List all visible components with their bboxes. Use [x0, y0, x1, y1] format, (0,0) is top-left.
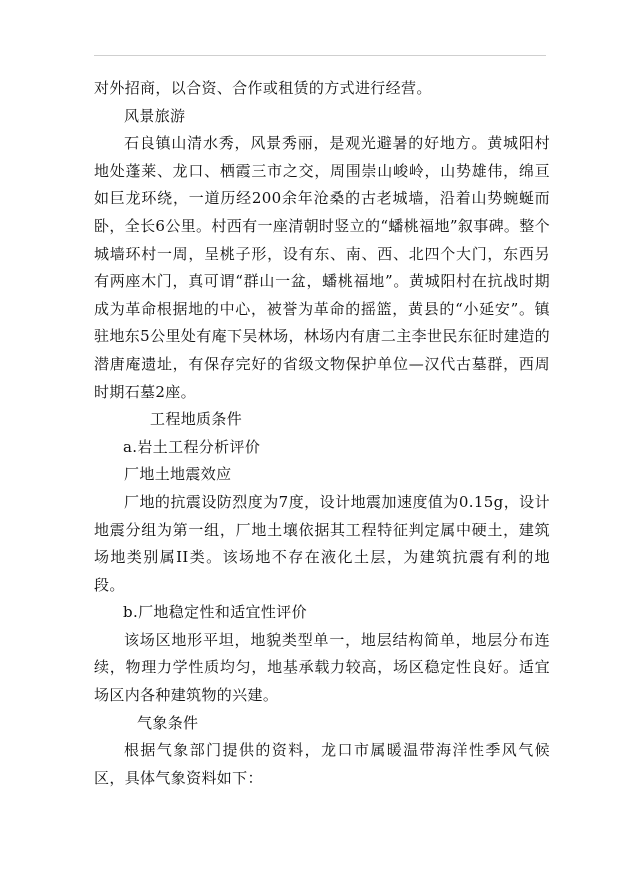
document-body	[94, 75, 550, 792]
page-header-rule	[94, 55, 546, 56]
heading-geotechnical-analysis: a.岩土工程分析评价	[123, 437, 261, 456]
heading-seismic-effect: 厂地土地震效应	[124, 465, 232, 484]
paragraph-seismic-description: 厂地的抗震设防烈度为7度，设计地震加速度值为0.15g，设计地震分组为第一组，厂地土壤依据其工程特征判定属中硬土，建筑场地类别属II类。该场地不存在液化土层，为建筑抗震有利的地段。	[94, 492, 550, 594]
paragraph-scenic-description: 石良镇山清水秀，风景秀丽，是观光避暑的好地方。黄城阳村地处蓬莱、龙口、栖霞三市之交，周围崇山峻岭，山势雄伟，绵亘如巨龙环绕，一道历经200余年沧桑的古老城墙，沿着山势蜿蜒而卧，全长6公里。村西有一座清朝时竖立的“蟠桃福地”叙事碑。整个城墙环村一周，呈桃子形，设有东、南、西、北四个大门，东西另有两座木门，真可谓“群山一盆，蟠桃福地”。黄城阳村在抗战时期成为革命根据地的中心，被誉为革命的摇篮，黄县的“小延安”。镇驻地东5公里处有庵下吴林场，林场内有唐二主李世民东征时建造的潜唐庵遗址，有保存完好的省级文物保护单位—汉代古墓群，西周时期石墓2座。	[94, 134, 550, 401]
paragraph-meteorological-description: 根据气象部门提供的资料，龙口市属暖温带海洋性季风气候区，具体气象资料如下：	[94, 741, 550, 787]
paragraph-stability-description: 该场区地形平坦，地貌类型单一，地层结构简单，地层分布连续，物理力学性质均匀，地基承载力较高，场区稳定性良好。适宜场区内各种建筑物的兴建。	[94, 630, 550, 705]
heading-meteorological-conditions: 气象条件	[137, 713, 199, 732]
paragraph-investment-continuation: 对外招商，以合资、合作或租赁的方式进行经营。	[94, 79, 432, 97]
heading-stability-evaluation: b.厂地稳定性和适宜性评价	[123, 603, 307, 622]
heading-scenic-tourism: 风景旅游	[124, 106, 186, 125]
heading-engineering-geology: 工程地质条件	[150, 410, 243, 429]
